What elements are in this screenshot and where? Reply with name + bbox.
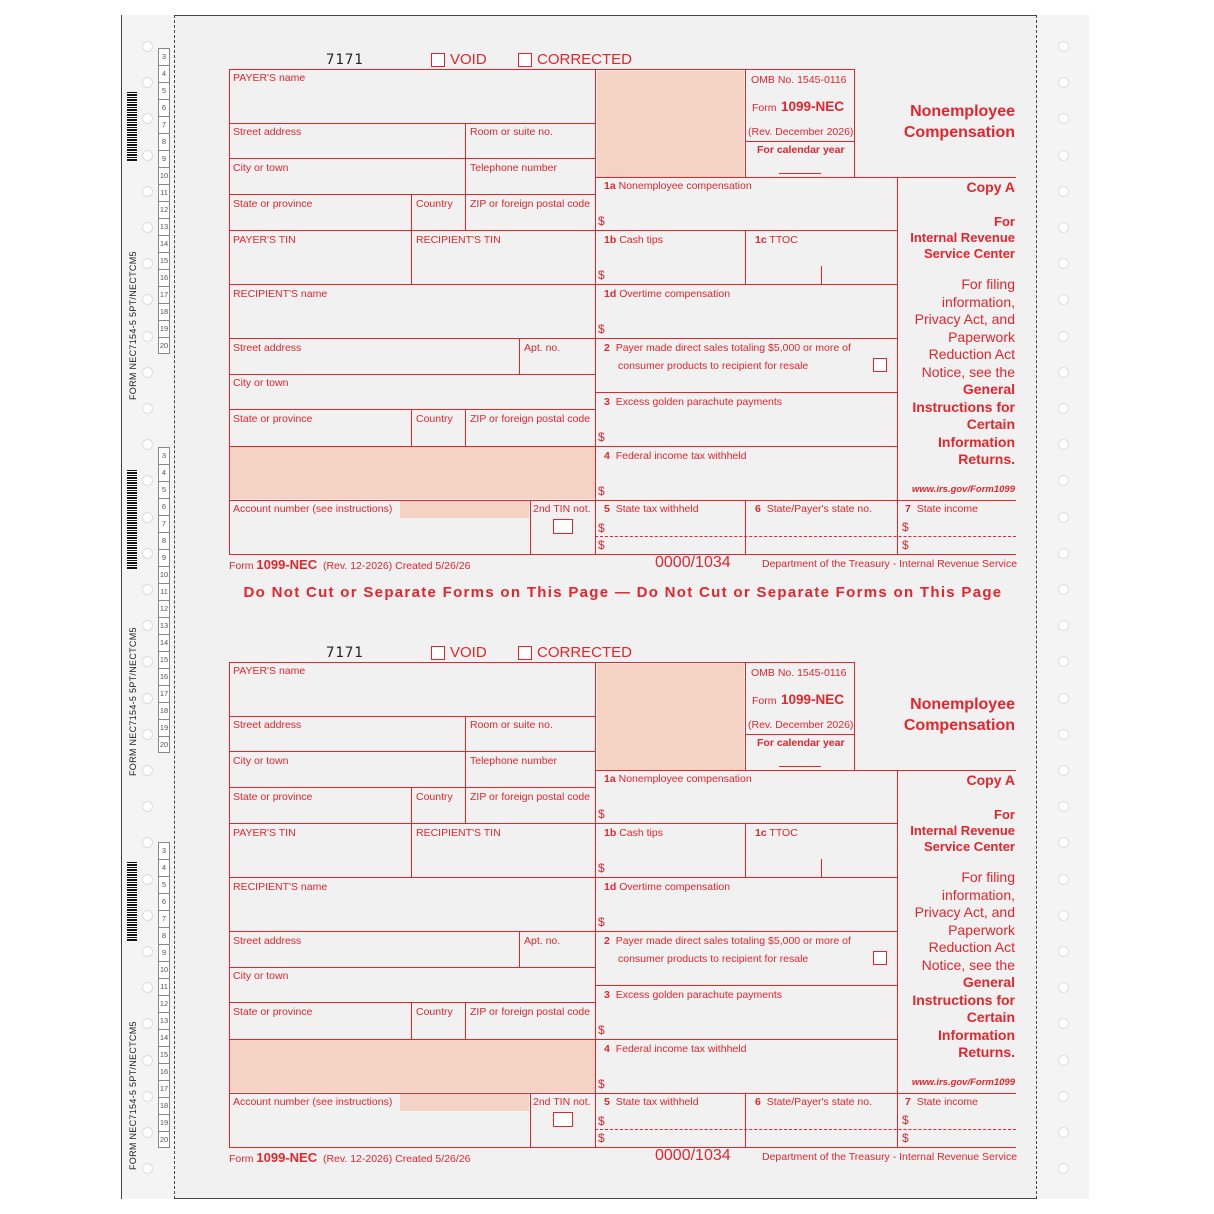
recipient-tin-field[interactable]: RECIPIENT'S TIN bbox=[416, 827, 501, 839]
recipient-zip-field[interactable]: ZIP or foreign postal code bbox=[470, 413, 591, 425]
control-number: 7171 bbox=[326, 645, 364, 661]
box-3-field[interactable]: $ bbox=[598, 430, 605, 444]
irs-center-line2: Service Center bbox=[923, 839, 1015, 854]
tractor-hole bbox=[1058, 1163, 1069, 1174]
form-title-line2: Compensation bbox=[903, 717, 1015, 734]
shaded-area bbox=[597, 71, 744, 177]
box-3-field[interactable]: $ bbox=[598, 1023, 605, 1037]
box-4-field[interactable]: $ bbox=[598, 1077, 605, 1091]
side-number: 19 bbox=[158, 320, 170, 337]
side-number: 5 bbox=[158, 876, 170, 893]
side-number: 6 bbox=[158, 99, 170, 116]
revision: (Rev. December 2026) bbox=[748, 719, 854, 731]
side-number: 7 bbox=[158, 910, 170, 927]
side-number: 12 bbox=[158, 600, 170, 617]
second-tin-label: 2nd TIN not. bbox=[533, 503, 591, 515]
void-label: VOID bbox=[450, 51, 487, 68]
box-1a-field[interactable]: $ bbox=[598, 214, 605, 228]
side-number: 11 bbox=[158, 184, 170, 201]
form-title-line1: Nonemployee bbox=[910, 696, 1015, 713]
payer-city-field[interactable]: City or town bbox=[233, 162, 289, 174]
calendar-year-label: For calendar year bbox=[757, 144, 845, 156]
box-3-label: 3 Excess golden parachute payments bbox=[604, 989, 783, 1001]
revision: (Rev. December 2026) bbox=[748, 126, 854, 138]
side-form-code: FORM NEC7154-5 5PT/NECTCM5 bbox=[128, 627, 138, 776]
filing-info: For filing information, Privacy Act, and Paperwork Reduction Act Notice, see the General Instructions for Certain Information Returns. bbox=[912, 869, 1015, 1060]
footer-catalog: 0000/1034 bbox=[655, 1147, 731, 1164]
footer-department: Department of the Treasury - Internal Revenue Service bbox=[762, 558, 1018, 570]
control-number: 7171 bbox=[326, 52, 364, 68]
footer-catalog: 0000/1034 bbox=[655, 554, 731, 571]
side-number: 6 bbox=[158, 893, 170, 910]
void-label: VOID bbox=[450, 644, 487, 661]
payer-country-field[interactable]: Country bbox=[416, 791, 453, 803]
box-1b-field[interactable]: $ bbox=[598, 268, 605, 282]
form-name: 1099-NEC bbox=[781, 99, 845, 114]
corrected-label: CORRECTED bbox=[537, 51, 633, 68]
recipient-zip-field[interactable]: ZIP or foreign postal code bbox=[470, 1006, 591, 1018]
tractor-hole bbox=[142, 548, 153, 559]
side-number: 6 bbox=[158, 498, 170, 515]
side-number: 13 bbox=[158, 218, 170, 235]
shaded-area bbox=[400, 1094, 529, 1111]
payer-country-field[interactable]: Country bbox=[416, 198, 453, 210]
payer-state-field[interactable]: State or province bbox=[233, 198, 313, 210]
recipient-street-field[interactable]: Street address bbox=[233, 935, 302, 947]
side-number: 9 bbox=[158, 150, 170, 167]
box-7-label: 7 State income bbox=[905, 1096, 978, 1108]
account-number-field[interactable]: Account number (see instructions) bbox=[233, 503, 393, 515]
side-form-code: FORM NEC7154-5 5PT/NECTCM5 bbox=[128, 1021, 138, 1170]
box-1b-label: 1b Cash tips bbox=[604, 234, 663, 246]
payer-name-field[interactable]: PAYER'S name bbox=[233, 665, 306, 677]
corrected-checkbox[interactable] bbox=[518, 53, 532, 67]
recipient-country-field[interactable]: Country bbox=[416, 413, 453, 425]
payer-state-field[interactable]: State or province bbox=[233, 791, 313, 803]
telephone-field[interactable]: Telephone number bbox=[470, 162, 557, 174]
corrected-checkbox[interactable] bbox=[518, 646, 532, 660]
side-number: 4 bbox=[158, 464, 170, 481]
box-2-label: 2 Payer made direct sales totaling $5,000 or more of bbox=[604, 935, 851, 947]
side-number: 16 bbox=[158, 1063, 170, 1080]
tractor-hole bbox=[1058, 548, 1069, 559]
side-number: 14 bbox=[158, 634, 170, 651]
side-number: 3 bbox=[158, 48, 170, 65]
box-1a-label: 1a Nonemployee compensation bbox=[604, 180, 752, 192]
box-5-field-1[interactable]: $ bbox=[598, 1114, 605, 1128]
recipient-state-field[interactable]: State or province bbox=[233, 413, 313, 425]
irs-center-line1: Internal Revenue bbox=[910, 823, 1015, 838]
calendar-year-label: For calendar year bbox=[757, 737, 845, 749]
room-suite-field[interactable]: Room or suite no. bbox=[470, 126, 553, 138]
side-number: 9 bbox=[158, 549, 170, 566]
recipient-street-field[interactable]: Street address bbox=[233, 342, 302, 354]
side-number: 13 bbox=[158, 617, 170, 634]
apt-no-field[interactable]: Apt. no. bbox=[524, 342, 561, 354]
form-title-line2: Compensation bbox=[903, 124, 1015, 141]
box-1c-label: 1c TTOC bbox=[755, 234, 798, 246]
side-number: 8 bbox=[158, 532, 170, 549]
payer-zip-field[interactable]: ZIP or foreign postal code bbox=[470, 198, 591, 210]
payer-street-field[interactable]: Street address bbox=[233, 719, 302, 731]
recipient-tin-field[interactable]: RECIPIENT'S TIN bbox=[416, 234, 501, 246]
irs-center-line2: Service Center bbox=[923, 246, 1015, 261]
side-number: 5 bbox=[158, 481, 170, 498]
shaded-area bbox=[597, 664, 744, 770]
recipient-state-field[interactable]: State or province bbox=[233, 1006, 313, 1018]
side-number: 10 bbox=[158, 961, 170, 978]
for-label: For bbox=[994, 214, 1015, 229]
side-number: 17 bbox=[158, 286, 170, 303]
side-number: 12 bbox=[158, 201, 170, 218]
side-number: 7 bbox=[158, 515, 170, 532]
side-number: 15 bbox=[158, 1046, 170, 1063]
box-5-field-2[interactable]: $ bbox=[598, 538, 605, 552]
box-6-label: 6 State/Payer's state no. bbox=[755, 503, 873, 515]
side-number: 18 bbox=[158, 303, 170, 320]
second-tin-checkbox[interactable] bbox=[553, 519, 573, 534]
side-number: 11 bbox=[158, 583, 170, 600]
box-1d-field[interactable]: $ bbox=[598, 915, 605, 929]
irs-website: www.irs.gov/Form1099 bbox=[911, 1077, 1015, 1088]
box-2-label-line2: consumer products to recipient for resale bbox=[618, 360, 809, 372]
shaded-area bbox=[230, 1040, 595, 1092]
tractor-hole bbox=[142, 1163, 153, 1174]
recipient-city-field[interactable]: City or town bbox=[233, 377, 289, 389]
calendar-year-field[interactable] bbox=[779, 173, 821, 174]
side-number: 16 bbox=[158, 668, 170, 685]
box-7-field-1[interactable]: $ bbox=[902, 1113, 909, 1127]
omb-number: OMB No. 1545-0116 bbox=[751, 667, 847, 679]
side-number: 16 bbox=[158, 269, 170, 286]
recipient-city-field[interactable]: City or town bbox=[233, 970, 289, 982]
payer-tin-field[interactable]: PAYER'S TIN bbox=[233, 827, 296, 839]
side-number: 11 bbox=[158, 978, 170, 995]
shaded-area bbox=[400, 501, 529, 518]
side-number: 17 bbox=[158, 1080, 170, 1097]
footer-form: Form 1099-NEC (Rev. 12-2026) Created 5/26/26 bbox=[229, 1150, 471, 1165]
side-number: 14 bbox=[158, 1029, 170, 1046]
box-5-label: 5 State tax withheld bbox=[604, 1096, 699, 1108]
side-number: 3 bbox=[158, 447, 170, 464]
box-7-field-2[interactable]: $ bbox=[902, 538, 909, 552]
box-2-label-line2: consumer products to recipient for resale bbox=[618, 953, 809, 965]
form-name: 1099-NEC bbox=[781, 692, 845, 707]
box-3-label: 3 Excess golden parachute payments bbox=[604, 396, 783, 408]
side-number: 5 bbox=[158, 82, 170, 99]
box-4-label: 4 Federal income tax withheld bbox=[604, 450, 747, 462]
side-number: 19 bbox=[158, 719, 170, 736]
box-1d-label: 1d Overtime compensation bbox=[604, 881, 731, 893]
footer-department: Department of the Treasury - Internal Revenue Service bbox=[762, 1151, 1018, 1163]
box-1d-field[interactable]: $ bbox=[598, 322, 605, 336]
box-5-field-1[interactable]: $ bbox=[598, 521, 605, 535]
side-number: 15 bbox=[158, 651, 170, 668]
side-number: 10 bbox=[158, 167, 170, 184]
box-1d-label: 1d Overtime compensation bbox=[604, 288, 731, 300]
recipient-country-field[interactable]: Country bbox=[416, 1006, 453, 1018]
side-number: 18 bbox=[158, 702, 170, 719]
form-copy-1 bbox=[0, 0, 1214, 572]
box-1c-label: 1c TTOC bbox=[755, 827, 798, 839]
side-number: 8 bbox=[158, 133, 170, 150]
irs-website: www.irs.gov/Form1099 bbox=[911, 484, 1015, 495]
second-tin-checkbox[interactable] bbox=[553, 1112, 573, 1127]
room-suite-field[interactable]: Room or suite no. bbox=[470, 719, 553, 731]
side-number: 4 bbox=[158, 65, 170, 82]
box-2-label: 2 Payer made direct sales totaling $5,000 or more of bbox=[604, 342, 851, 354]
side-number: 15 bbox=[158, 252, 170, 269]
payer-name-field[interactable]: PAYER'S name bbox=[233, 72, 306, 84]
side-number: 20 bbox=[158, 337, 170, 354]
side-number: 9 bbox=[158, 944, 170, 961]
form-title-line1: Nonemployee bbox=[910, 103, 1015, 120]
box-1a-field[interactable]: $ bbox=[598, 807, 605, 821]
box-5-label: 5 State tax withheld bbox=[604, 503, 699, 515]
recipient-name-field[interactable]: RECIPIENT'S name bbox=[233, 881, 328, 893]
side-number: 17 bbox=[158, 685, 170, 702]
calendar-year-field[interactable] bbox=[779, 766, 821, 767]
telephone-field[interactable]: Telephone number bbox=[470, 755, 557, 767]
side-number: 8 bbox=[158, 927, 170, 944]
void-checkbox[interactable] bbox=[431, 646, 445, 660]
payer-city-field[interactable]: City or town bbox=[233, 755, 289, 767]
omb-number: OMB No. 1545-0116 bbox=[751, 74, 847, 86]
void-checkbox[interactable] bbox=[431, 53, 445, 67]
filing-info: For filing information, Privacy Act, and Paperwork Reduction Act Notice, see the General Instructions for Certain Information Returns. bbox=[912, 276, 1015, 467]
box-4-field[interactable]: $ bbox=[598, 484, 605, 498]
side-number: 12 bbox=[158, 995, 170, 1012]
side-form-code: FORM NEC7154-5 5PT/NECTCM5 bbox=[128, 251, 138, 400]
box-7-field-2[interactable]: $ bbox=[902, 1131, 909, 1145]
corrected-label: CORRECTED bbox=[537, 644, 633, 661]
side-number: 13 bbox=[158, 1012, 170, 1029]
apt-no-field[interactable]: Apt. no. bbox=[524, 935, 561, 947]
copy-label: Copy A bbox=[966, 772, 1015, 788]
side-number: 20 bbox=[158, 736, 170, 753]
side-number: 18 bbox=[158, 1097, 170, 1114]
box-1a-label: 1a Nonemployee compensation bbox=[604, 773, 752, 785]
box-7-field-1[interactable]: $ bbox=[902, 520, 909, 534]
form-word: Form bbox=[752, 102, 777, 114]
box-4-label: 4 Federal income tax withheld bbox=[604, 1043, 747, 1055]
do-not-cut-notice: Do Not Cut or Separate Forms on This Page — Do Not Cut or Separate Forms on This Page bbox=[243, 584, 1003, 601]
side-number: 20 bbox=[158, 1131, 170, 1148]
side-number: 4 bbox=[158, 859, 170, 876]
payer-tin-field[interactable]: PAYER'S TIN bbox=[233, 234, 296, 246]
second-tin-label: 2nd TIN not. bbox=[533, 1096, 591, 1108]
box-7-label: 7 State income bbox=[905, 503, 978, 515]
side-number: 3 bbox=[158, 842, 170, 859]
payer-street-field[interactable]: Street address bbox=[233, 126, 302, 138]
side-number: 14 bbox=[158, 235, 170, 252]
payer-zip-field[interactable]: ZIP or foreign postal code bbox=[470, 791, 591, 803]
side-number: 19 bbox=[158, 1114, 170, 1131]
shaded-area bbox=[230, 447, 595, 499]
box-1b-label: 1b Cash tips bbox=[604, 827, 663, 839]
recipient-name-field[interactable]: RECIPIENT'S name bbox=[233, 288, 328, 300]
side-number: 7 bbox=[158, 116, 170, 133]
box-6-label: 6 State/Payer's state no. bbox=[755, 1096, 873, 1108]
copy-label: Copy A bbox=[966, 179, 1015, 195]
account-number-field[interactable]: Account number (see instructions) bbox=[233, 1096, 393, 1108]
form-copy-2 bbox=[0, 593, 1214, 1165]
footer-form: Form 1099-NEC (Rev. 12-2026) Created 5/26/26 bbox=[229, 557, 471, 572]
box-1b-field[interactable]: $ bbox=[598, 861, 605, 875]
box-5-field-2[interactable]: $ bbox=[598, 1131, 605, 1145]
irs-center-line1: Internal Revenue bbox=[910, 230, 1015, 245]
for-label: For bbox=[994, 807, 1015, 822]
form-word: Form bbox=[752, 695, 777, 707]
side-number: 10 bbox=[158, 566, 170, 583]
